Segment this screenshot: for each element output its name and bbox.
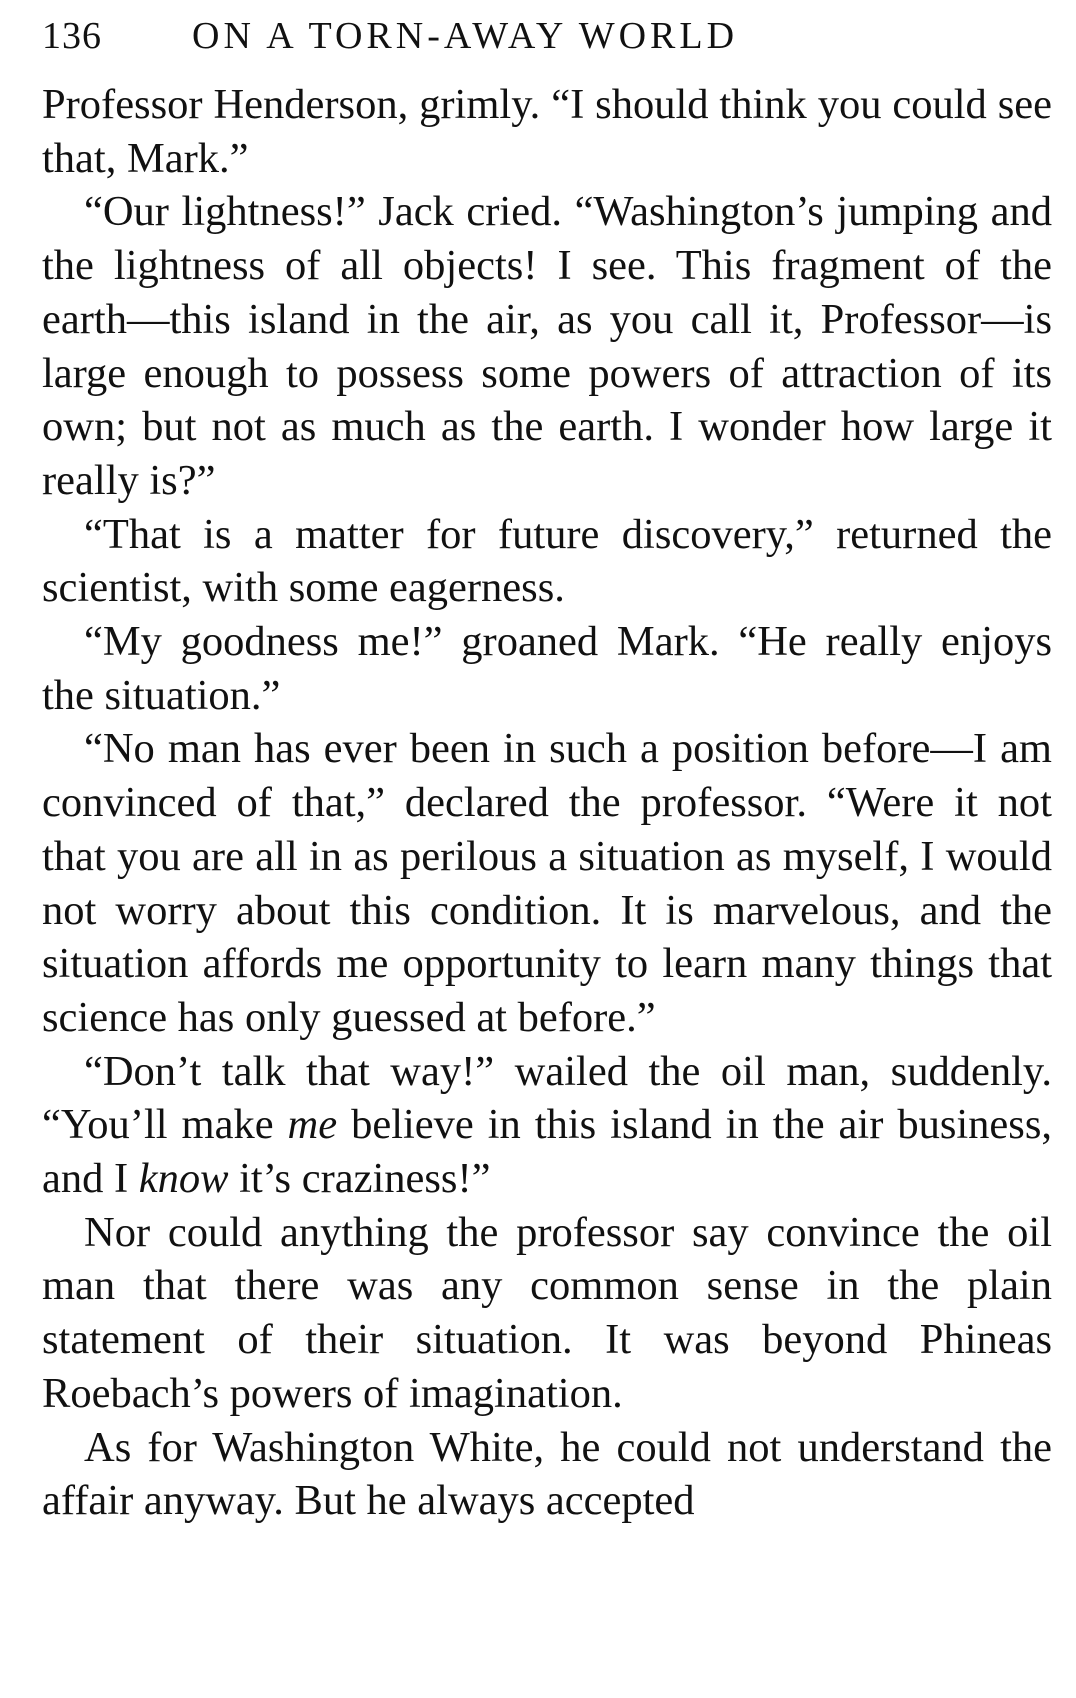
paragraph [42, 615, 1052, 722]
paragraph [42, 185, 1052, 507]
text-run: Professor Henderson, grimly. “I should think you could see that, Mark.” [42, 81, 1052, 182]
paragraph [42, 1045, 1052, 1206]
paragraph [42, 508, 1052, 615]
text-run: “That is a matter for future discovery,” returned the scientist, with some eagerness. [42, 510, 1052, 612]
running-title: ON A TORN-AWAY WORLD [192, 15, 739, 57]
paragraph [42, 722, 1052, 1044]
body-text [42, 78, 1052, 1528]
text-run: “My goodness me!” groaned Mark. “He really enjoys the situation.” [42, 618, 1052, 719]
running-head [42, 14, 1052, 78]
italic-text: know [138, 1155, 229, 1203]
text-run: Nor could anything the professor say convince the oil man that there was any common sense in the plain statement of their situation. It was beyond Phineas Roebach’s powers of imagination. [42, 1208, 1052, 1417]
text-run: “Our lightness!” Jack cried. “Washington’s jumping and the lightness of all objects! I see. This fragment of the earth—this island in the air, as you call it, Professor—is large enough to possess some powers of attraction of its own; but not as much as the earth. I wonder how large it really is?” [42, 188, 1052, 504]
page-number: 136 [42, 15, 102, 57]
paragraph [42, 1421, 1052, 1528]
paragraph [42, 1206, 1052, 1421]
text-run: “No man has ever been in such a position before—I am convinced of that,” declared the professor. “Were it not that you are all in as perilous a situation as myself, I would not worry about this condition. It is marvelous, and the situation affords me opportunity to learn many things that science has only guessed at before.” [42, 725, 1052, 1041]
text-run: believe in this island in the air business, and I [42, 1101, 1053, 1203]
text-run: As for Washington White, he could not understand the affair anyway. But he always accepted [42, 1423, 1052, 1525]
book-page [42, 14, 1052, 1528]
italic-text: me [287, 1101, 338, 1149]
paragraph [42, 78, 1052, 185]
text-run: “Don’t talk that way!” wailed the oil man, suddenly. “You’ll make [42, 1047, 1052, 1149]
text-run: it’s craziness!” [228, 1155, 491, 1203]
